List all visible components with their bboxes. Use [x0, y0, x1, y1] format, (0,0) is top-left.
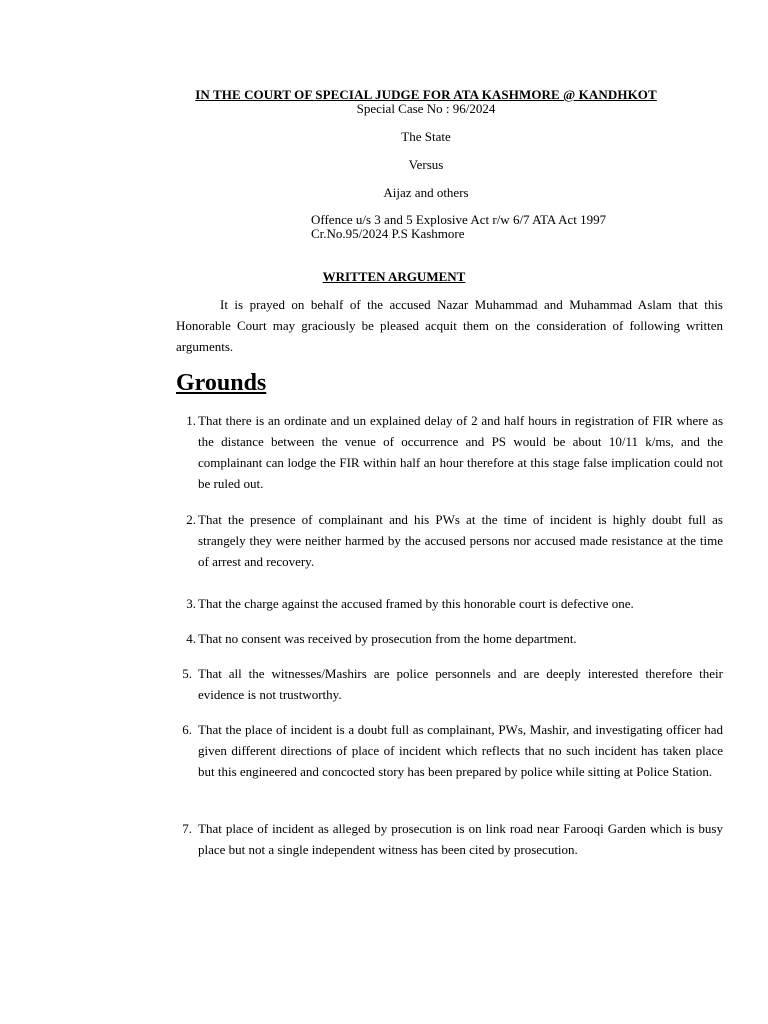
offence-line: Offence u/s 3 and 5 Explosive Act r/w 6/7 ATA Act 1997: [311, 212, 607, 227]
ground-item: [166, 818, 723, 860]
written-argument-title: WRITTEN ARGUMENT: [322, 269, 466, 284]
crime-number-line: Cr.No.95/2024 P.S Kashmore: [311, 226, 465, 241]
ground-item: [166, 509, 723, 572]
ground-number: 5.: [182, 666, 192, 681]
ground-number: 6.: [182, 722, 192, 737]
ground-item: [166, 593, 723, 614]
versus-label: Versus: [408, 157, 444, 172]
ground-text: That there is an ordinate and un explained delay of 2 and half hours in registration of FIR where as the distance between the venue of occurrence and PS would be about 10/11 k/ms, and the complainant can lodge the FIR within half an hour therefore at this stage false implication could not be ruled out.: [198, 413, 723, 491]
party-the-state: The State: [401, 129, 451, 144]
ground-text: That the place of incident is a doubt full as complainant, PWs, Mashir, and investigating officer had given different directions of place of incident which reflects that no such incident has taken place but this engineered and concocted story has been prepared by police while sitting at Police Station.: [198, 722, 723, 779]
ground-number: 2.: [186, 512, 196, 527]
ground-item: [166, 663, 723, 705]
grounds-heading: Grounds: [176, 370, 267, 396]
ground-text: That the charge against the accused framed by this honorable court is defective one.: [198, 596, 634, 611]
party-accused: Aijaz and others: [383, 185, 469, 200]
ground-item: [166, 628, 723, 649]
court-title: IN THE COURT OF SPECIAL JUDGE FOR ATA KASHMORE @ KANDHKOT: [195, 87, 657, 102]
ground-text: That place of incident as alleged by prosecution is on link road near Farooqi Garden which is busy place but not a single independent witness has been cited by prosecution.: [198, 821, 723, 857]
ground-text: That no consent was received by prosecution from the home department.: [198, 631, 577, 646]
intro-paragraph: It is prayed on behalf of the accused Nazar Muhammad and Muhammad Aslam that this Honorable Court may graciously be pleased acquit them on the consideration of following written arguments.: [176, 297, 723, 354]
ground-item: [166, 410, 723, 494]
ground-text: That the presence of complainant and his PWs at the time of incident is highly doubt full as strangely they were neither harmed by the accused persons nor accused made resistance at the time of arrest and recovery.: [198, 512, 723, 569]
offence-block: [311, 213, 606, 241]
ground-number: 7.: [182, 821, 192, 836]
ground-number: 3.: [186, 596, 196, 611]
ground-number: 4.: [186, 631, 196, 646]
case-number: Special Case No : 96/2024: [356, 101, 496, 116]
ground-item: [166, 719, 723, 782]
ground-text: That all the witnesses/Mashirs are police personnels and are deeply interested therefore their evidence is not trustworthy.: [198, 666, 723, 702]
ground-number: 1.: [186, 413, 196, 428]
